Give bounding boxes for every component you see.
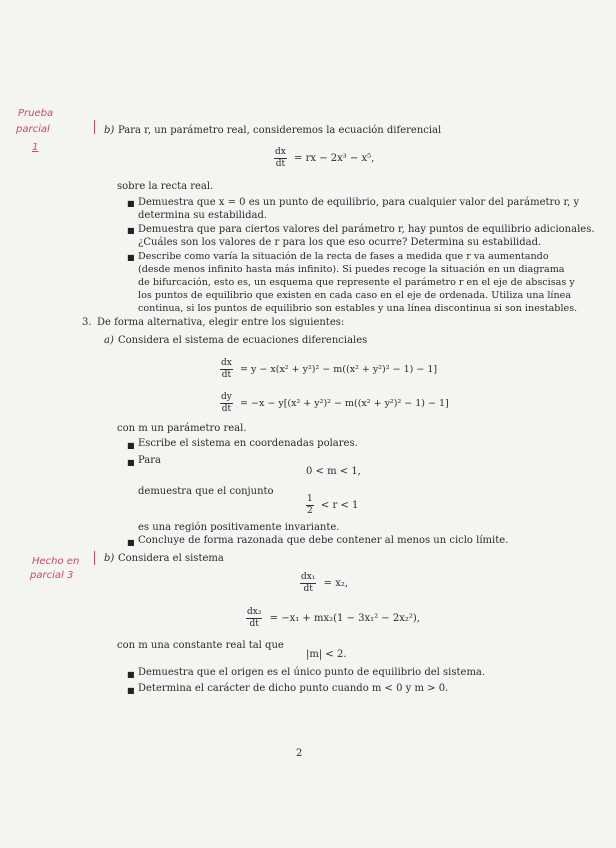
part-b-cond: |m| < 2. bbox=[306, 649, 347, 660]
b-eq1-rhs: = x₂, bbox=[323, 578, 349, 589]
handwritten-note-parcial: parcial bbox=[16, 124, 50, 135]
part-a-show: demuestra que el conjunto bbox=[138, 486, 274, 497]
problem-b-bullet-2 bbox=[138, 223, 595, 249]
problem-b-bullet-1 bbox=[138, 196, 579, 222]
eq2-den: dt bbox=[221, 404, 232, 414]
part-b-bullet2: Determina el carácter de dicho punto cuando m < 0 y m > 0. bbox=[138, 683, 449, 694]
b-eq1-den: dt bbox=[303, 584, 313, 594]
part-b-param: con m una constante real tal que bbox=[117, 640, 284, 651]
part-b-label: b) bbox=[104, 553, 115, 564]
problem-b-domain: sobre la recta real. bbox=[117, 181, 214, 192]
bullet2-line2: ¿Cuáles son los valores de r para los que eso ocurre? Determina su estabilidad. bbox=[138, 237, 542, 248]
bullet2-line1: Demuestra que para ciertos valores del parámetro r, hay puntos de equilibrio adicionales. bbox=[138, 224, 595, 235]
part-a-label: a) bbox=[104, 335, 114, 346]
handwritten-bracket bbox=[94, 120, 95, 134]
part-b-eq2 bbox=[246, 607, 420, 630]
b-eq1-num: dx₁ bbox=[301, 572, 316, 582]
eq1-num: dx bbox=[221, 358, 232, 368]
part-b-eq1 bbox=[300, 572, 348, 595]
problem3-intro: De forma alternativa, elegir entre los siguientes: bbox=[97, 317, 345, 328]
part-a-intro: Considera el sistema de ecuaciones diferenciales bbox=[118, 335, 368, 346]
eq1-den: dt bbox=[221, 370, 232, 380]
page-number: 2 bbox=[296, 748, 303, 759]
b-eq2-rhs: = −x₁ + mx₂(1 − 3x₁² − 2x₂²), bbox=[269, 613, 420, 624]
part-b-intro: Considera el sistema bbox=[118, 553, 224, 564]
set-den: 2 bbox=[307, 506, 313, 516]
part-a-eq1 bbox=[220, 358, 437, 381]
b-eq2-den: dt bbox=[249, 619, 259, 629]
part-a-cond: 0 < m < 1, bbox=[306, 466, 361, 477]
handwritten-note-prueba: Prueba bbox=[18, 108, 54, 119]
part-a-eq2 bbox=[220, 392, 449, 415]
bullet-dot: ■ bbox=[127, 253, 135, 262]
set-num: 1 bbox=[307, 494, 313, 504]
part-a-param: con m un parámetro real. bbox=[117, 423, 247, 434]
eq2-num: dy bbox=[221, 392, 232, 402]
equation-dxdt bbox=[274, 147, 374, 170]
bullet-dot: ■ bbox=[127, 538, 135, 547]
part-a-bullet3: Concluye de forma razonada que debe contener al menos un ciclo límite. bbox=[138, 535, 509, 546]
problem-b-intro: Para r, un parámetro real, consideremos la ecuación diferencial bbox=[118, 125, 442, 136]
bullet3-line5: continua, si los puntos de equilibrio son estables y una línea discontinua si son inestables. bbox=[138, 303, 578, 314]
eq1-rhs: = y − x(x² + y²)² − m((x² + y²)² − 1) − 1] bbox=[240, 364, 438, 375]
bullet-dot: ■ bbox=[127, 441, 135, 450]
bullet-dot: ■ bbox=[127, 458, 135, 467]
bullet3-line2: (desde menos infinito hasta más infinito). Si puedes recoge la situación en un diagrama bbox=[138, 264, 565, 275]
eq-rhs: = rx − 2x³ − x⁵, bbox=[294, 153, 375, 164]
bullet3-line3: de bifurcación, esto es, un esquema que represente el parámetro r en el eje de abscisas y bbox=[138, 277, 575, 288]
handwritten-note-hecho: Hecho en bbox=[32, 556, 80, 567]
part-a-region: es una región positivamente invariante. bbox=[138, 522, 340, 533]
handwritten-note-number: 1 bbox=[32, 142, 39, 153]
part-a-bullet1: Escribe el sistema en coordenadas polares. bbox=[138, 438, 358, 449]
part-b-bullet1: Demuestra que el origen es el único punto de equilibrio del sistema. bbox=[138, 667, 486, 678]
bullet-dot: ■ bbox=[127, 226, 135, 235]
bullet-dot: ■ bbox=[127, 199, 135, 208]
eq-num: dx bbox=[275, 147, 286, 157]
bullet-dot: ■ bbox=[127, 686, 135, 695]
eq2-rhs: = −x − y[(x² + y²)² − m((x² + y²)² − 1) − 1] bbox=[240, 398, 449, 409]
bullet-dot: ■ bbox=[127, 670, 135, 679]
problem3-number: 3. bbox=[82, 317, 92, 328]
handwritten-note-parcial3: parcial 3 bbox=[30, 570, 74, 581]
bullet3-line1: Describe como varía la situación de la recta de fases a medida que r va aumentando bbox=[138, 251, 549, 262]
bullet3-line4: los puntos de equilibrio que existen en cada caso en el eje de ordenada. Utiliza una línea bbox=[138, 290, 572, 301]
handwritten-bracket-2 bbox=[94, 551, 95, 565]
bullet1-line2: determina su estabilidad. bbox=[138, 210, 268, 221]
b-eq2-num: dx₂ bbox=[247, 607, 262, 617]
set-rest: < r < 1 bbox=[320, 500, 359, 511]
problem-b-label: b) bbox=[104, 125, 115, 136]
part-a-set bbox=[306, 494, 358, 517]
part-a-bullet2: Para bbox=[138, 455, 161, 466]
eq-den: dt bbox=[275, 159, 286, 169]
bullet1-line1: Demuestra que x = 0 es un punto de equilibrio, para cualquier valor del parámetro r, y bbox=[138, 197, 580, 208]
problem-b-bullet-3 bbox=[138, 250, 577, 315]
